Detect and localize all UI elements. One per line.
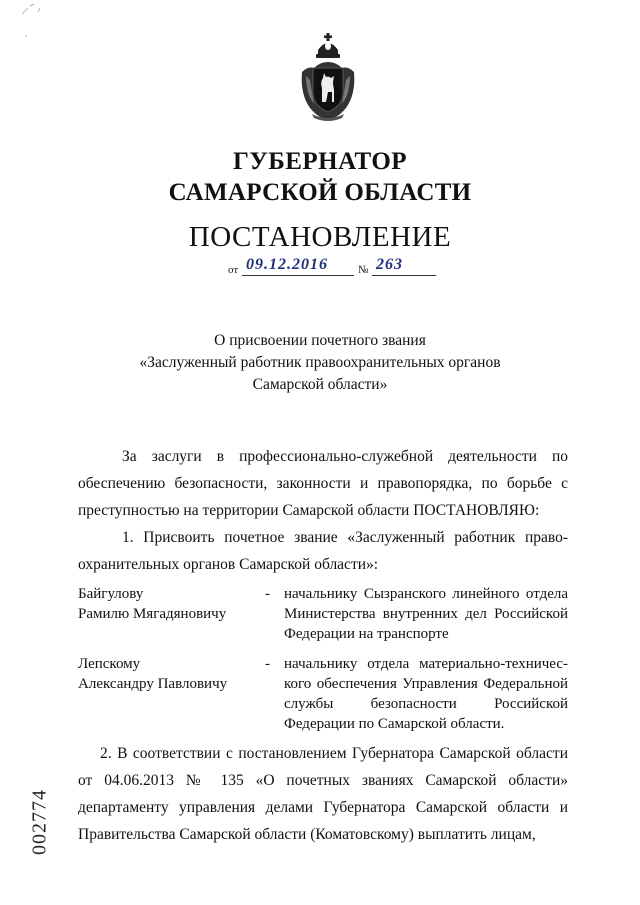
handwritten-number: 263: [376, 256, 403, 273]
margin-stamp-number: [22, 774, 58, 870]
awardee-2-dash: -: [265, 656, 270, 672]
awardee-2-position: начальнику отдела материально-технического обеспечения Управления Федеральной службы безопасности Российской Федерации по Самарской области.: [284, 656, 568, 732]
title-region: САМАРСКОЙ ОБЛАСТИ: [168, 179, 472, 206]
scan-specks: [0, 0, 80, 50]
date-underline: [242, 275, 354, 276]
samara-coat-of-arms-icon: [296, 32, 360, 122]
handwritten-date: 09.12.2016: [246, 256, 328, 273]
date-from-label: от: [228, 264, 239, 276]
awardee-1-dash: -: [265, 586, 270, 602]
awardee-1-position: начальнику Сызранского линейного отдела Министерства внутренних дел Российской Федерации на транспорте: [284, 586, 568, 642]
awardee-2-surname: Лепскому: [78, 656, 141, 672]
subject-line-1: О присвоении почетного звания: [214, 332, 426, 349]
item-2-paragraph: 2. В соответствии с постановлением Губернатора Самарской области от 04.06.2013 № 135 «О почетных званиях Самарской области» департаменту управления делами Губернатора Самарской области и Правительства Самарской области (Коматовскому) выплатить лицам,: [78, 745, 568, 843]
number-underline: [372, 275, 436, 276]
document-subject: [0, 330, 640, 396]
item-1-paragraph: 1. Присвоить почетное звание «Заслуженный работник правоохранительных органов Самарской области»:: [78, 529, 568, 573]
intro-paragraph: За заслуги в профессионально-служебной деятельности по обеспечению безопасности, законности и правопорядка, по борьбе с преступностью на территории Самарской области ПОСТАНОВЛЯЮ:: [78, 448, 568, 519]
awardee-1-surname: Байгулову: [78, 586, 144, 602]
subject-line-2: «Заслуженный работник правоохранительных органов: [139, 354, 501, 371]
title-governor: ГУБЕРНАТОР: [232, 148, 408, 175]
awardee-1-given-names: Рамилю Мягадяновичу: [78, 606, 227, 622]
number-label: №: [358, 264, 369, 276]
margin-stamp-text: 002774: [28, 789, 51, 855]
awardee-1-name: [78, 584, 258, 624]
subject-line-3: Самарской области»: [252, 376, 388, 393]
awardee-2-name: [78, 654, 258, 694]
awardee-2-given-names: Александру Павловичу: [78, 676, 228, 692]
date-number-line: [228, 258, 438, 280]
document-type: ПОСТАНОВЛЕНИЕ: [188, 221, 452, 253]
